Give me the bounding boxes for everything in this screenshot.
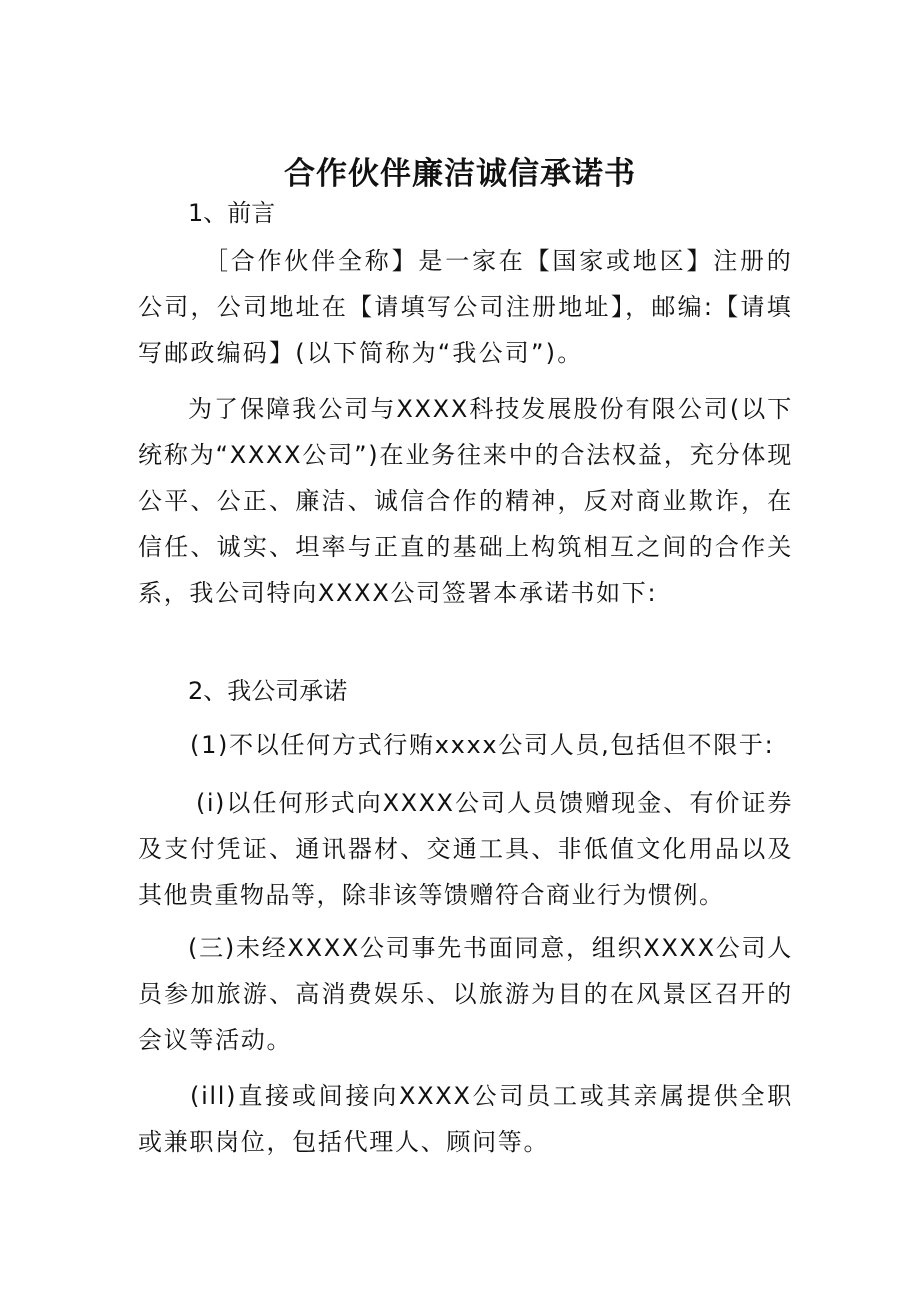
company-intro-paragraph: ［合作伙伴全称】是一家在【国家或地区】注册的公司，公司地址在【请填写公司注册地址】，邮编:【请填写邮政编码】(以下简称为“我公司”)。 — [138, 247, 793, 367]
commitment-item-iii: (三)未经XXXX公司事先书面同意，组织XXXX公司人员参加旅游、高消费娱乐、以旅游为目的在风景区召开的会议等活动。 — [138, 934, 793, 1054]
purpose-paragraph: 为了保障我公司与XXXX科技发展股份有限公司(以下统称为“XXXX公司”)在业务往来中的合法权益，充分体现公平、公正、廉洁、诚信合作的精神，反对商业欺诈，在信任、诚实、坦率与正直的基础上构筑相互之间的合作关系，我公司特向XXXX公司签署本承诺书如下: — [138, 395, 793, 607]
commitment-item-ill: (ill)直接或间接向XXXX公司员工或其亲属提供全职或兼职岗位，包括代理人、顾问等。 — [138, 1082, 793, 1156]
document-title: 合作伙伴廉洁诚信承诺书 — [284, 155, 636, 192]
preface-heading: 1、前言 — [188, 199, 276, 227]
commitment-item-1: (1)不以任何方式行贿xxxx公司人员,包括但不限于: — [190, 731, 775, 759]
commitment-heading: 2、我公司承诺 — [188, 677, 348, 705]
commitment-item-i: (i)以任何形式向XXXX公司人员馈赠现金、有价证券及支付凭证、通讯器材、交通工具、非低值文化用品以及其他贵重物品等，除非该等馈赠符合商业行为惯例。 — [138, 789, 793, 909]
